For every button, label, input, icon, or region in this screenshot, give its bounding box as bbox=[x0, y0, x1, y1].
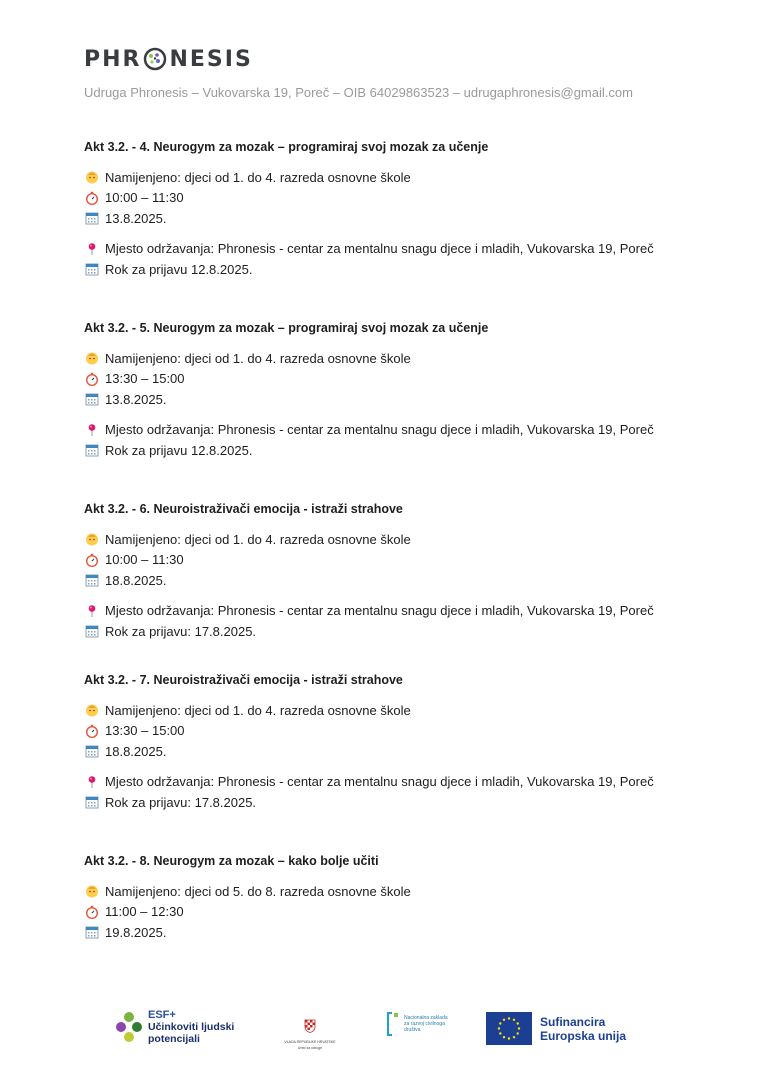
calendar-icon bbox=[84, 392, 99, 407]
date-row bbox=[84, 741, 704, 762]
date-text: 19.8.2025. bbox=[105, 924, 167, 940]
eu-cofinanced-label: Sufinancira bbox=[540, 1014, 606, 1029]
esf-flower-icon bbox=[114, 1010, 144, 1044]
location-row bbox=[84, 772, 704, 793]
calendar-icon bbox=[84, 744, 99, 759]
address-line: Udruga Phronesis – Vukovarska 19, Poreč – OIB 64029863523 – udrugaphronesis@gmail.com bbox=[84, 85, 633, 100]
location-text: Mjesto održavanja: Phronesis - centar za mentalnu snagu djece i mladih, Vukovarska 19, Poreč bbox=[105, 774, 654, 790]
esf-line1: Učinkoviti ljudski bbox=[148, 1021, 235, 1033]
activity-block bbox=[84, 851, 704, 943]
audience-text: Namijenjeno: djeci od 1. do 4. razreda osnovne škole bbox=[105, 350, 411, 366]
stopwatch-icon bbox=[84, 552, 99, 567]
logo-text-left: PHR bbox=[84, 46, 142, 72]
audience-text: Namijenjeno: djeci od 1. do 4. razreda osnovne škole bbox=[105, 169, 411, 185]
date-row bbox=[84, 208, 704, 229]
esf-logo bbox=[114, 1009, 234, 1045]
deadline-text: Rok za prijavu: 17.8.2025. bbox=[105, 794, 257, 810]
audience-row bbox=[84, 700, 704, 721]
activity-title: Akt 3.2. - 7. Neuroistraživači emocija - istraži strahove bbox=[84, 673, 403, 687]
audience-row bbox=[84, 881, 704, 902]
date-text: 13.8.2025. bbox=[105, 210, 167, 226]
child-icon bbox=[84, 170, 99, 185]
location-row bbox=[84, 420, 704, 441]
nzrcd-name: Nacionalna zaklada za razvoj civilnoga društva bbox=[404, 1015, 448, 1033]
deadline-text: Rok za prijavu 12.8.2025. bbox=[105, 442, 253, 458]
time-text: 13:30 – 15:00 bbox=[105, 723, 185, 739]
esf-label: ESF+ bbox=[148, 1009, 176, 1021]
activity-block bbox=[84, 670, 704, 813]
government-office: Ured za udruge bbox=[297, 1046, 323, 1050]
date-row bbox=[84, 389, 704, 410]
date-text: 13.8.2025. bbox=[105, 391, 167, 407]
calendar-icon bbox=[84, 795, 99, 810]
location-text: Mjesto održavanja: Phronesis - centar za mentalnu snagu djece i mladih, Vukovarska 19, Poreč bbox=[105, 603, 654, 619]
location-text: Mjesto održavanja: Phronesis - centar za mentalnu snagu djece i mladih, Vukovarska 19, Poreč bbox=[105, 422, 654, 438]
child-icon bbox=[84, 884, 99, 899]
audience-text: Namijenjeno: djeci od 5. do 8. razreda osnovne škole bbox=[105, 883, 411, 899]
time-row bbox=[84, 902, 704, 923]
government-name: VLADA REPUBLIKE HRVATSKE bbox=[284, 1040, 336, 1044]
deadline-row bbox=[84, 792, 704, 813]
location-row bbox=[84, 239, 704, 260]
time-text: 11:00 – 12:30 bbox=[105, 904, 184, 920]
calendar-icon bbox=[84, 925, 99, 940]
calendar-icon bbox=[84, 262, 99, 277]
time-text: 13:30 – 15:00 bbox=[105, 371, 185, 387]
audience-row bbox=[84, 529, 704, 550]
calendar-icon bbox=[84, 573, 99, 588]
activity-title: Akt 3.2. - 5. Neurogym za mozak – programiraj svoj mozak za učenje bbox=[84, 321, 489, 335]
time-row bbox=[84, 369, 704, 390]
pin-icon bbox=[84, 774, 99, 789]
audience-row bbox=[84, 348, 704, 369]
eu-logo bbox=[486, 1012, 626, 1045]
stopwatch-icon bbox=[84, 371, 99, 386]
activity-title: Akt 3.2. - 8. Neurogym za mozak – kako bolje učiti bbox=[84, 854, 379, 868]
audience-text: Namijenjeno: djeci od 1. do 4. razreda osnovne škole bbox=[105, 531, 411, 547]
activity-title: Akt 3.2. - 6. Neuroistraživači emocija - istraži strahove bbox=[84, 502, 403, 516]
logo-text-right: NESIS bbox=[169, 46, 253, 72]
deadline-text: Rok za prijavu: 17.8.2025. bbox=[105, 623, 257, 639]
funding-logos bbox=[0, 1005, 764, 1055]
activity-block bbox=[84, 137, 704, 280]
deadline-row bbox=[84, 621, 704, 642]
pin-icon bbox=[84, 241, 99, 256]
date-row bbox=[84, 922, 704, 943]
brain-icon bbox=[143, 47, 167, 71]
child-icon bbox=[84, 532, 99, 547]
nzrcd-bracket-icon bbox=[386, 1011, 400, 1037]
date-text: 18.8.2025. bbox=[105, 572, 167, 588]
audience-row bbox=[84, 167, 704, 188]
activity-block bbox=[84, 318, 704, 461]
eu-union-label: Europska unija bbox=[540, 1028, 627, 1043]
date-text: 18.8.2025. bbox=[105, 743, 167, 759]
time-row bbox=[84, 721, 704, 742]
activity-title: Akt 3.2. - 4. Neurogym za mozak – programiraj svoj mozak za učenje bbox=[84, 140, 489, 154]
stopwatch-icon bbox=[84, 904, 99, 919]
location-text: Mjesto održavanja: Phronesis - centar za mentalnu snagu djece i mladih, Vukovarska 19, Poreč bbox=[105, 241, 654, 257]
stopwatch-icon bbox=[84, 723, 99, 738]
location-row bbox=[84, 601, 704, 622]
time-row bbox=[84, 188, 704, 209]
time-row bbox=[84, 550, 704, 571]
date-row bbox=[84, 570, 704, 591]
deadline-row bbox=[84, 259, 704, 280]
eu-flag-icon bbox=[486, 1012, 532, 1045]
nzrcd-logo bbox=[386, 1011, 448, 1037]
stopwatch-icon bbox=[84, 190, 99, 205]
child-icon bbox=[84, 351, 99, 366]
deadline-row bbox=[84, 440, 704, 461]
deadline-text: Rok za prijavu 12.8.2025. bbox=[105, 261, 253, 277]
child-icon bbox=[84, 703, 99, 718]
government-logo bbox=[284, 1019, 336, 1050]
calendar-icon bbox=[84, 443, 99, 458]
calendar-icon bbox=[84, 624, 99, 639]
croatian-coat-of-arms-icon bbox=[304, 1019, 316, 1033]
time-text: 10:00 – 11:30 bbox=[105, 552, 184, 568]
pin-icon bbox=[84, 422, 99, 437]
esf-line2: potencijali bbox=[148, 1033, 200, 1045]
phronesis-logo bbox=[84, 44, 253, 74]
audience-text: Namijenjeno: djeci od 1. do 4. razreda osnovne škole bbox=[105, 702, 411, 718]
activity-block bbox=[84, 499, 704, 642]
pin-icon bbox=[84, 603, 99, 618]
time-text: 10:00 – 11:30 bbox=[105, 190, 184, 206]
calendar-icon bbox=[84, 211, 99, 226]
